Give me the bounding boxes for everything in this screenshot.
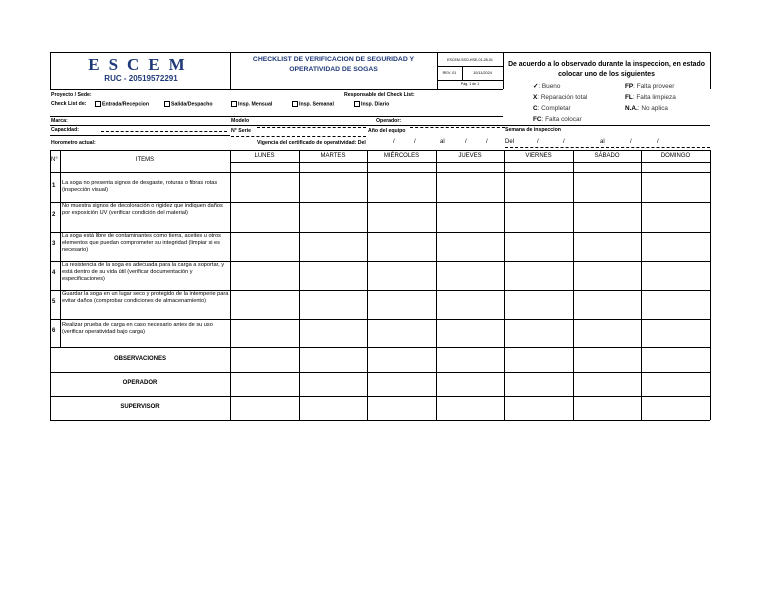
items-column-header: ITEMS bbox=[135, 157, 155, 163]
item-number: 5 bbox=[52, 299, 56, 305]
capacidad-field[interactable] bbox=[101, 131, 227, 132]
legend-item-completar: C: Completar bbox=[533, 105, 571, 112]
responsible-label: Responsable del Check List: bbox=[344, 92, 415, 98]
project-label: Proyecto / Sede: bbox=[51, 92, 92, 98]
item-number: 1 bbox=[52, 183, 56, 189]
option-salida[interactable]: Salida/Despacho bbox=[164, 101, 213, 107]
horometro-field[interactable] bbox=[231, 136, 366, 137]
company-logo: ESCEM bbox=[88, 55, 194, 74]
checkbox-semanal[interactable] bbox=[292, 101, 298, 107]
semana-label: Semana de inspeccion bbox=[505, 127, 561, 133]
day-header-martes: MARTES bbox=[320, 153, 346, 159]
checklist-type-label: Check List de: bbox=[51, 101, 87, 107]
vigencia-label: Vigencia del certificado de operatividad: Del bbox=[257, 140, 366, 146]
page-number: Pág. 1 de 1 bbox=[460, 82, 480, 86]
operador-label: Operador: bbox=[376, 118, 402, 124]
day-header-lunes: LUNES bbox=[254, 153, 275, 159]
horometro-label: Horometro actual: bbox=[51, 140, 96, 146]
item-number: 3 bbox=[52, 241, 56, 247]
revision-label: REV. 01 bbox=[442, 71, 457, 75]
item-number: 6 bbox=[52, 328, 56, 334]
document-date: 10/11/2024 bbox=[473, 71, 492, 75]
item-text: Guardar la soga en un lugar seco y protegido de la intemperie para evitar daños (comprobar condiciones de almacenamiento) bbox=[62, 291, 229, 304]
semana-del-label: Del bbox=[505, 139, 515, 145]
anio-label: Año del equipo bbox=[368, 128, 406, 134]
day-header-jueves: JUEVES bbox=[458, 153, 482, 159]
option-diario[interactable]: Insp. Diario bbox=[354, 101, 389, 107]
item-text: Realizar prueba de carga en caso necesario antes de su uso (verificar operatividad bajo carga) bbox=[62, 322, 213, 335]
item-number: 2 bbox=[52, 212, 56, 218]
day-header-viernes: VIERNES bbox=[525, 153, 552, 159]
checkbox-mensual[interactable] bbox=[231, 101, 237, 107]
document-code: ESCEM-SSO-HSE-01-28-01 bbox=[447, 58, 493, 62]
document-title-line2: OPERATIVIDAD DE SOGAS bbox=[289, 66, 378, 73]
instructions-line2: colocar uno de los siguientes bbox=[558, 71, 655, 78]
day-header-miercoles: MIÉRCOLES bbox=[383, 153, 420, 159]
day-header-sabado: SÁBADO bbox=[594, 153, 620, 159]
item-number: 4 bbox=[52, 270, 56, 276]
legend-item-falta-proveer: FP: Falta proveer bbox=[625, 83, 675, 90]
observaciones-label: OBSERVACIONES bbox=[113, 356, 167, 362]
legend-item-falta-colocar: FC: Falta colocar bbox=[533, 116, 582, 123]
item-text: La resistencia de la soga es adecuada para la carga a soportar, y está dentro de su vida útil (verificar documentación y especificaciones) bbox=[62, 262, 225, 282]
item-text: No muestra signos de decoloración o rigidez que indiquen daños por exposición UV (verificar condición del material) bbox=[62, 203, 223, 216]
legend-item-reparacion: X: Reparación total bbox=[533, 94, 588, 101]
day-header-domingo: DOMINGO bbox=[660, 153, 691, 159]
option-semanal[interactable]: Insp. Semanal bbox=[292, 101, 334, 107]
legend-item-falta-limpieza: FL: Falta limpieza bbox=[625, 94, 676, 101]
document-title-line1: CHECKLIST DE VERIFICACION DE SEGURIDAD Y bbox=[252, 56, 415, 63]
anio-field[interactable] bbox=[410, 127, 505, 128]
operador-signature-label: OPERADOR bbox=[122, 380, 158, 386]
serie-label: N° Serie bbox=[231, 128, 251, 134]
checkbox-entrada[interactable] bbox=[95, 101, 101, 107]
company-ruc: RUC - 20519572291 bbox=[104, 74, 178, 83]
supervisor-signature-label: SUPERVISOR bbox=[120, 404, 160, 410]
number-column-header: N° bbox=[51, 157, 58, 163]
check-icon: ✓ bbox=[533, 83, 539, 90]
legend-item-no-aplica: N.A.: No aplica bbox=[625, 105, 668, 112]
marca-label: Marca: bbox=[51, 118, 68, 124]
option-mensual[interactable]: Insp. Mensual bbox=[231, 101, 272, 107]
checkbox-salida[interactable] bbox=[164, 101, 170, 107]
checkbox-diario[interactable] bbox=[354, 101, 360, 107]
option-entrada[interactable]: Entrada/Recepcion bbox=[95, 101, 149, 107]
legend-item-bueno: ✓: Bueno bbox=[533, 83, 561, 90]
capacidad-label: Capacidad: bbox=[51, 127, 79, 133]
instructions-line1: De acuerdo a lo observado durante la inspeccion, en estado bbox=[508, 61, 705, 68]
modelo-label: Modelo bbox=[231, 118, 250, 124]
serie-field[interactable] bbox=[257, 127, 366, 128]
semana-field[interactable] bbox=[505, 147, 710, 148]
item-text: La soga está libre de contaminantes como tierra, aceites u otros elementos que puedan comprometer su integridad (limpiar si es necesario) bbox=[62, 233, 221, 253]
item-text: La soga no presenta signos de desgaste, roturas o fibras rotas (inspección visual) bbox=[62, 180, 218, 193]
